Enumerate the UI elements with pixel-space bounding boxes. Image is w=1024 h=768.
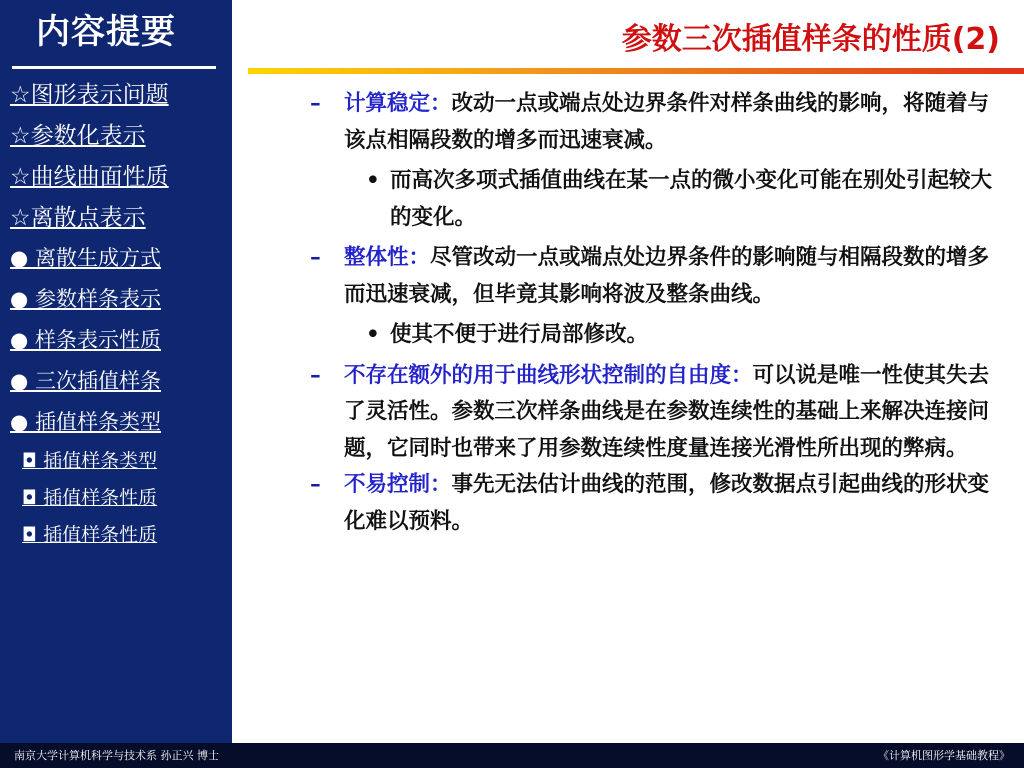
dot-marker: •: [366, 168, 380, 193]
dash-marker: –: [310, 245, 321, 270]
bullet-no-extra-freedom: [308, 358, 998, 468]
nav-item-discrete-generation[interactable]: ● 离散生成方式: [10, 246, 161, 270]
bullet-lead: 不存在额外的用于曲线形状控制的自由度：: [344, 362, 753, 388]
bullet-globality: [308, 240, 998, 313]
nav-item-spline-types[interactable]: ● 插值样条类型: [10, 410, 161, 434]
bullet-hard-to-control: [308, 467, 998, 540]
sidebar-divider: [12, 66, 216, 69]
bullet-text: 事先无法估计曲线的范围，修改数据点引起曲线的形状变化难以预料。: [344, 472, 990, 534]
title-underline-bar: [248, 68, 1024, 74]
nav-item-parametric-spline[interactable]: ● 参数样条表示: [10, 287, 161, 311]
nav-item-curve-surface-properties[interactable]: ☆曲线曲面性质: [10, 164, 169, 190]
bullet-lead: 不易控制：: [344, 472, 452, 497]
nav-item-graphics-representation[interactable]: ☆图形表示问题: [10, 82, 169, 108]
bullet-text: 而高次多项式插值曲线在某一点的微小变化可能在别处引起较大的变化。: [390, 168, 993, 230]
sidebar-title: 内容提要: [36, 12, 176, 52]
subbullet-high-order: [308, 163, 998, 236]
nav-subitem-spline-types[interactable]: ◘ 插值样条类型: [22, 450, 158, 472]
bullet-text: 改动一点或端点处边界条件对样条曲线的影响，将随着与该点相隔段数的增多而迅速衰减。: [344, 91, 990, 153]
footer-author: 南京大学计算机科学与技术系 孙正兴 博士: [14, 749, 219, 762]
slide-title: 参数三次插值样条的性质(2): [621, 22, 1000, 57]
nav-item-discrete-points[interactable]: ☆离散点表示: [10, 205, 146, 231]
dash-marker: –: [310, 91, 321, 116]
sidebar: [0, 0, 232, 743]
bullet-text: 可以说是唯一性使其失去了灵活性。参数三次样条曲线是在参数连续性的基础上来解决连接问题，它同时也带来了用参数连续性度量连接光滑性所出现的弊病。: [344, 362, 990, 461]
dot-marker: •: [366, 322, 380, 347]
bullet-text: 尽管改动一点或端点处边界条件的影响随与相隔段数的增多而迅速衰减，但毕竟其影响将波及整条曲线。: [344, 245, 990, 307]
subbullet-local-edit: [308, 317, 998, 354]
bullet-lead: 计算稳定：: [344, 91, 452, 116]
slide-content: [308, 86, 998, 540]
bullet-stability: [308, 86, 998, 159]
dash-marker: –: [310, 362, 321, 388]
nav-subitem-spline-properties-1[interactable]: ◘ 插值样条性质: [22, 487, 158, 509]
footer-bar: [0, 743, 1024, 768]
footer-course: 《计算机图形学基础教程》: [878, 749, 1010, 762]
nav-subitem-spline-properties-2[interactable]: ◘ 插值样条性质: [22, 524, 158, 546]
bullet-text: 使其不便于进行局部修改。: [390, 322, 649, 347]
dash-marker: –: [310, 472, 321, 497]
bullet-lead: 整体性：: [344, 245, 431, 270]
nav-item-cubic-spline[interactable]: ● 三次插值样条: [10, 369, 161, 393]
nav-item-parametric-representation[interactable]: ☆参数化表示: [10, 123, 146, 149]
nav-item-spline-properties[interactable]: ● 样条表示性质: [10, 328, 161, 352]
